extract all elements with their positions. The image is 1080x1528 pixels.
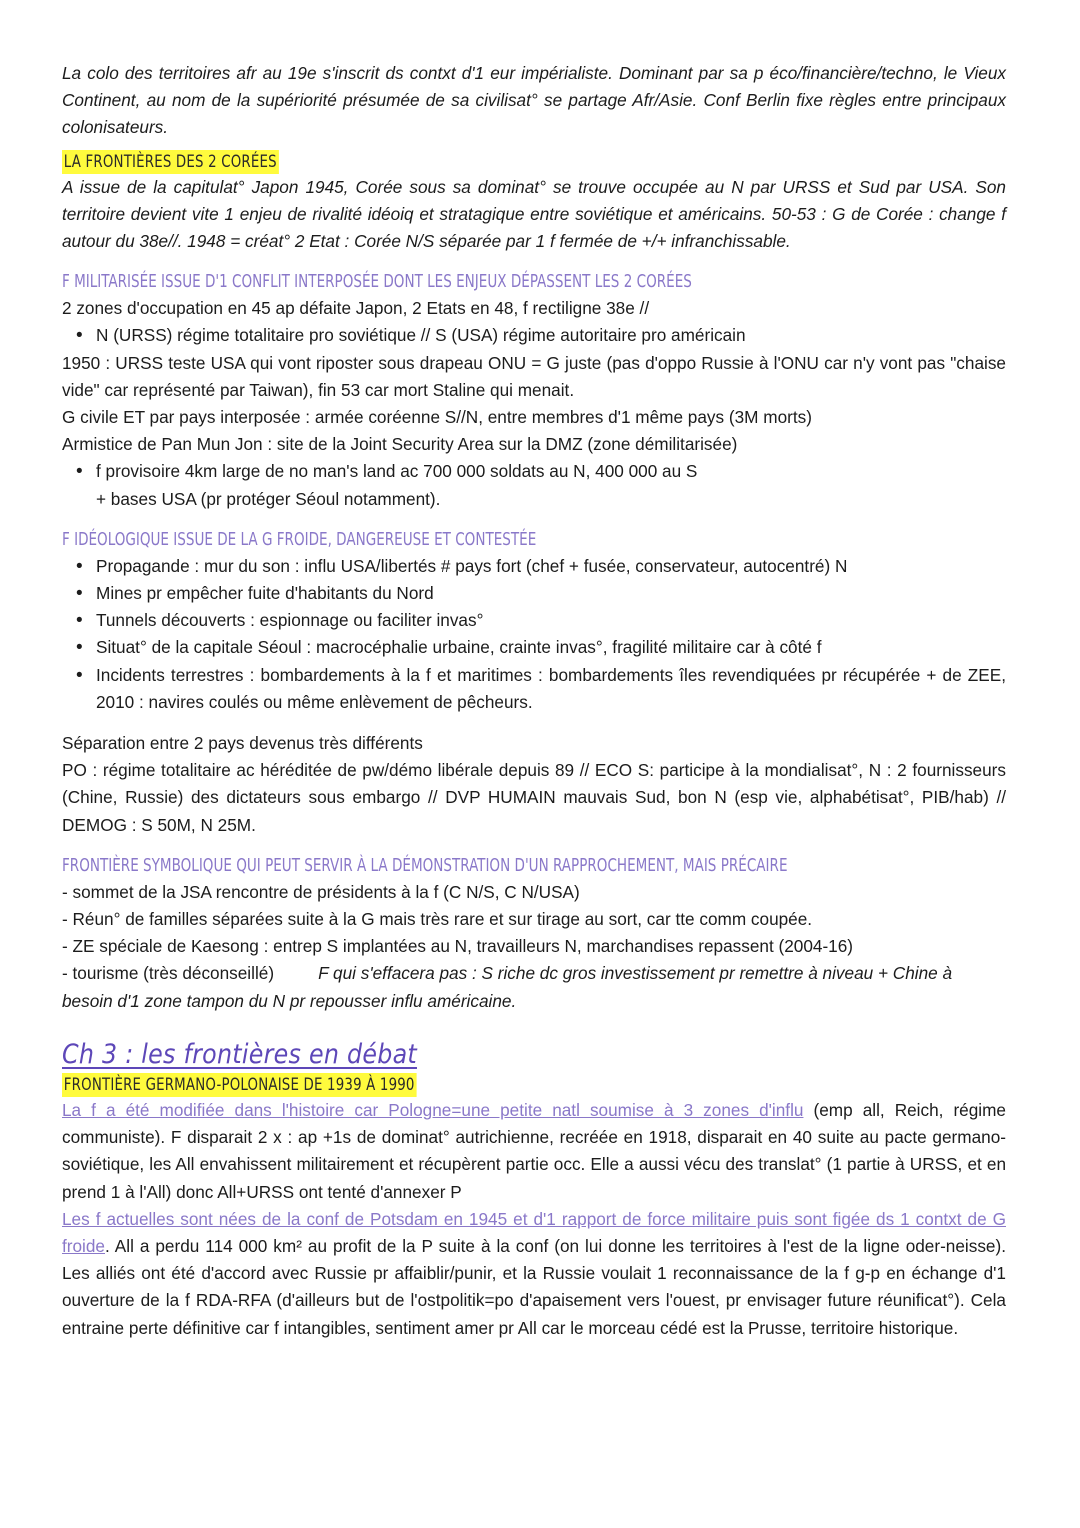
text-line: Armistice de Pan Mun Jon : site de la Joint Security Area sur la DMZ (zone démilitarisée) [62,434,738,455]
bullet-item: • Situat° de la capitale Séoul : macrocéphalie urbaine, crainte invas°, fragilité militaire car à côté f [96,634,1006,661]
bullet-item: • Mines pr empêcher fuite d'habitants du Nord [96,580,1006,607]
bullet-text: f provisoire 4km large de no man's land ac 700 000 soldats au N, 400 000 au S [96,461,698,482]
text-line: - sommet de la JSA rencontre de présidents à la f (C N/S, C N/USA) [62,881,580,902]
notes-page [62,60,1006,1342]
text-fragment: - tourisme (très déconseillé) [62,963,275,984]
paragraph [62,1097,1006,1206]
korea-intro-paragraph: A issue de la capitulat° Japon 1945, Corée sous sa dominat° se trouve occupée au N par URSS et Sud par USA. Son territoire devient vite 1 enjeu de rivalité idéoiq et stratagique entre soviétique et américains. 50-53 : G de Corée : change f autour du 38e//. 1948 = créat° 2 Etat : Corée N/S séparée par 1 f fermée de +/+ infranchissable. [62,176,1006,252]
italic-note: besoin d'1 zone tampon du N pr repousser influ américaine. [62,990,517,1011]
bullet-item [96,458,1006,512]
text-line [62,960,1006,987]
section-heading-militarized: F MILITARISÉE ISSUE D'1 CONFLIT INTERPOSÉE DONT LES ENJEUX DÉPASSENT LES 2 CORÉES [62,272,692,293]
bullet-list [62,322,1006,349]
text-line: Séparation entre 2 pays devenus très différents [62,733,423,754]
section-heading-symbolic: FRONTIÈRE SYMBOLIQUE QUI PEUT SERVIR À LA DÉMONSTRATION D'UN RAPPROCHEMENT, MAIS PRÉCAIRE [62,855,788,876]
bullet-item: • Incidents terrestres : bombardements à la f et maritimes : bombardements îles revendiquées pr récupérée + de ZEE, 2010 : navires coulés ou même enlèvement de pêcheurs. [96,662,1006,716]
bullet-item: • Propagande : mur du son : influ USA/libertés # pays fort (chef + fusée, conservateur, autocentré) N [96,553,1006,580]
text-line: G civile ET par pays interposée : armée coréenne S//N, entre membres d'1 même pays (3M morts) [62,407,812,428]
chapter-title: Ch 3 : les frontières en débat [62,1038,417,1070]
text-line: - Réun° de familles séparées suite à la G mais très rare et sur tirage au sort, car tte comm coupée. [62,909,813,930]
underlined-text: Les f actuelles sont nées de la conf de Potsdam en 1945 et d'1 rapport de force militaire puis sont figée ds 1 contxt de G froide [62,1208,1006,1256]
underlined-text: La f a été modifiée dans l'histoire car Pologne=une petite natl soumise à 3 zones d'influ [62,1099,804,1120]
bullet-item: • N (URSS) régime totalitaire pro soviétique // S (USA) régime autoritaire pro américain [96,322,1006,349]
bullet-list [62,458,1006,512]
section-heading-german-polish: FRONTIÈRE GERMANO-POLONAISE DE 1939 À 1990 [62,1073,416,1097]
paragraph [62,1206,1006,1342]
section-heading-ideological: F IDÉOLOGIQUE ISSUE DE LA G FROIDE, DANGEREUSE ET CONTESTÉE [62,529,537,550]
section-heading-korea: LA FRONTIÈRES DES 2 CORÉES [62,150,279,174]
text-line: - ZE spéciale de Kaesong : entrep S implantées au N, travailleurs N, marchandises repassent (2004-16) [62,936,854,957]
intro-paragraph: La colo des territoires afr au 19e s'inscrit ds contxt d'1 eur impérialiste. Dominant par sa p éco/financière/techno, le Vieux Continent, au nom de la supériorité présumée de sa civilisat° se partage Afr/Asie. Conf Berlin fixe règles entre principaux colonisateurs. [62,63,1006,138]
text-line: 1950 : URSS teste USA qui vont riposter sous drapeau ONU = G juste (pas d'oppo Russie à l'ONU car n'y vont pas "chaise vide" car représenté par Taiwan), fin 53 car mort Staline qui menait. [62,352,1006,400]
comparison-paragraph: PO : régime totalitaire ac héréditée de pw/démo libérale depuis 89 // ECO S: participe à la mondialisat°, N : 2 fournisseurs (Chine, Russie) des dictateurs sous embargo // DVP HUMAIN mauvais Sud, bon N (esp vie, alphabétisat°, PIB/hab) // DEMOG : S 50M, N 25M. [62,760,1006,835]
bullet-text: + bases USA (pr protéger Séoul notamment). [96,488,441,509]
text-fragment: (emp all, Reich, régime communiste). F disparait 2 x : ap +1s de dominat° autrichienne, recréée en 1918, disparait en 40 suite au pacte germano-soviétique, les All envahissent militairement et récupèrent partie occ. Elle a aussi vécu des translat° (1 partie à URSS, et en prend 1 à l'All) donc All+URSS ont tenté d'annexer P [62,1099,1006,1202]
italic-note: F qui s'effacera pas : S riche dc gros investissement pr remettre à niveau + Chine à [318,963,953,984]
text-line: 2 zones d'occupation en 45 ap défaite Japon, 2 Etats en 48, f rectiligne 38e // [62,298,650,319]
bullet-list [62,553,1006,716]
text-fragment: . All a perdu 114 000 km² au profit de la P suite à la conf (on lui donne les territoires à l'est de la ligne oder-neisse). Les alliés ont été d'accord avec Russie pr affaiblir/punir, et la Russie voulait 1 reconnaissance de la f g-p en échange d'1 ouverture de la f RDA-RFA (d'ailleurs but de l'ostpolitik=po d'apaisement vers l'ouest, pr envisager future réunificat°). Cela entraine perte définitive car f intangibles, sentiment amer pr All car le morceau cédé est la Prusse, territoire historique. [62,1235,1006,1338]
bullet-item: • Tunnels découverts : espionnage ou faciliter invas° [96,607,1006,634]
